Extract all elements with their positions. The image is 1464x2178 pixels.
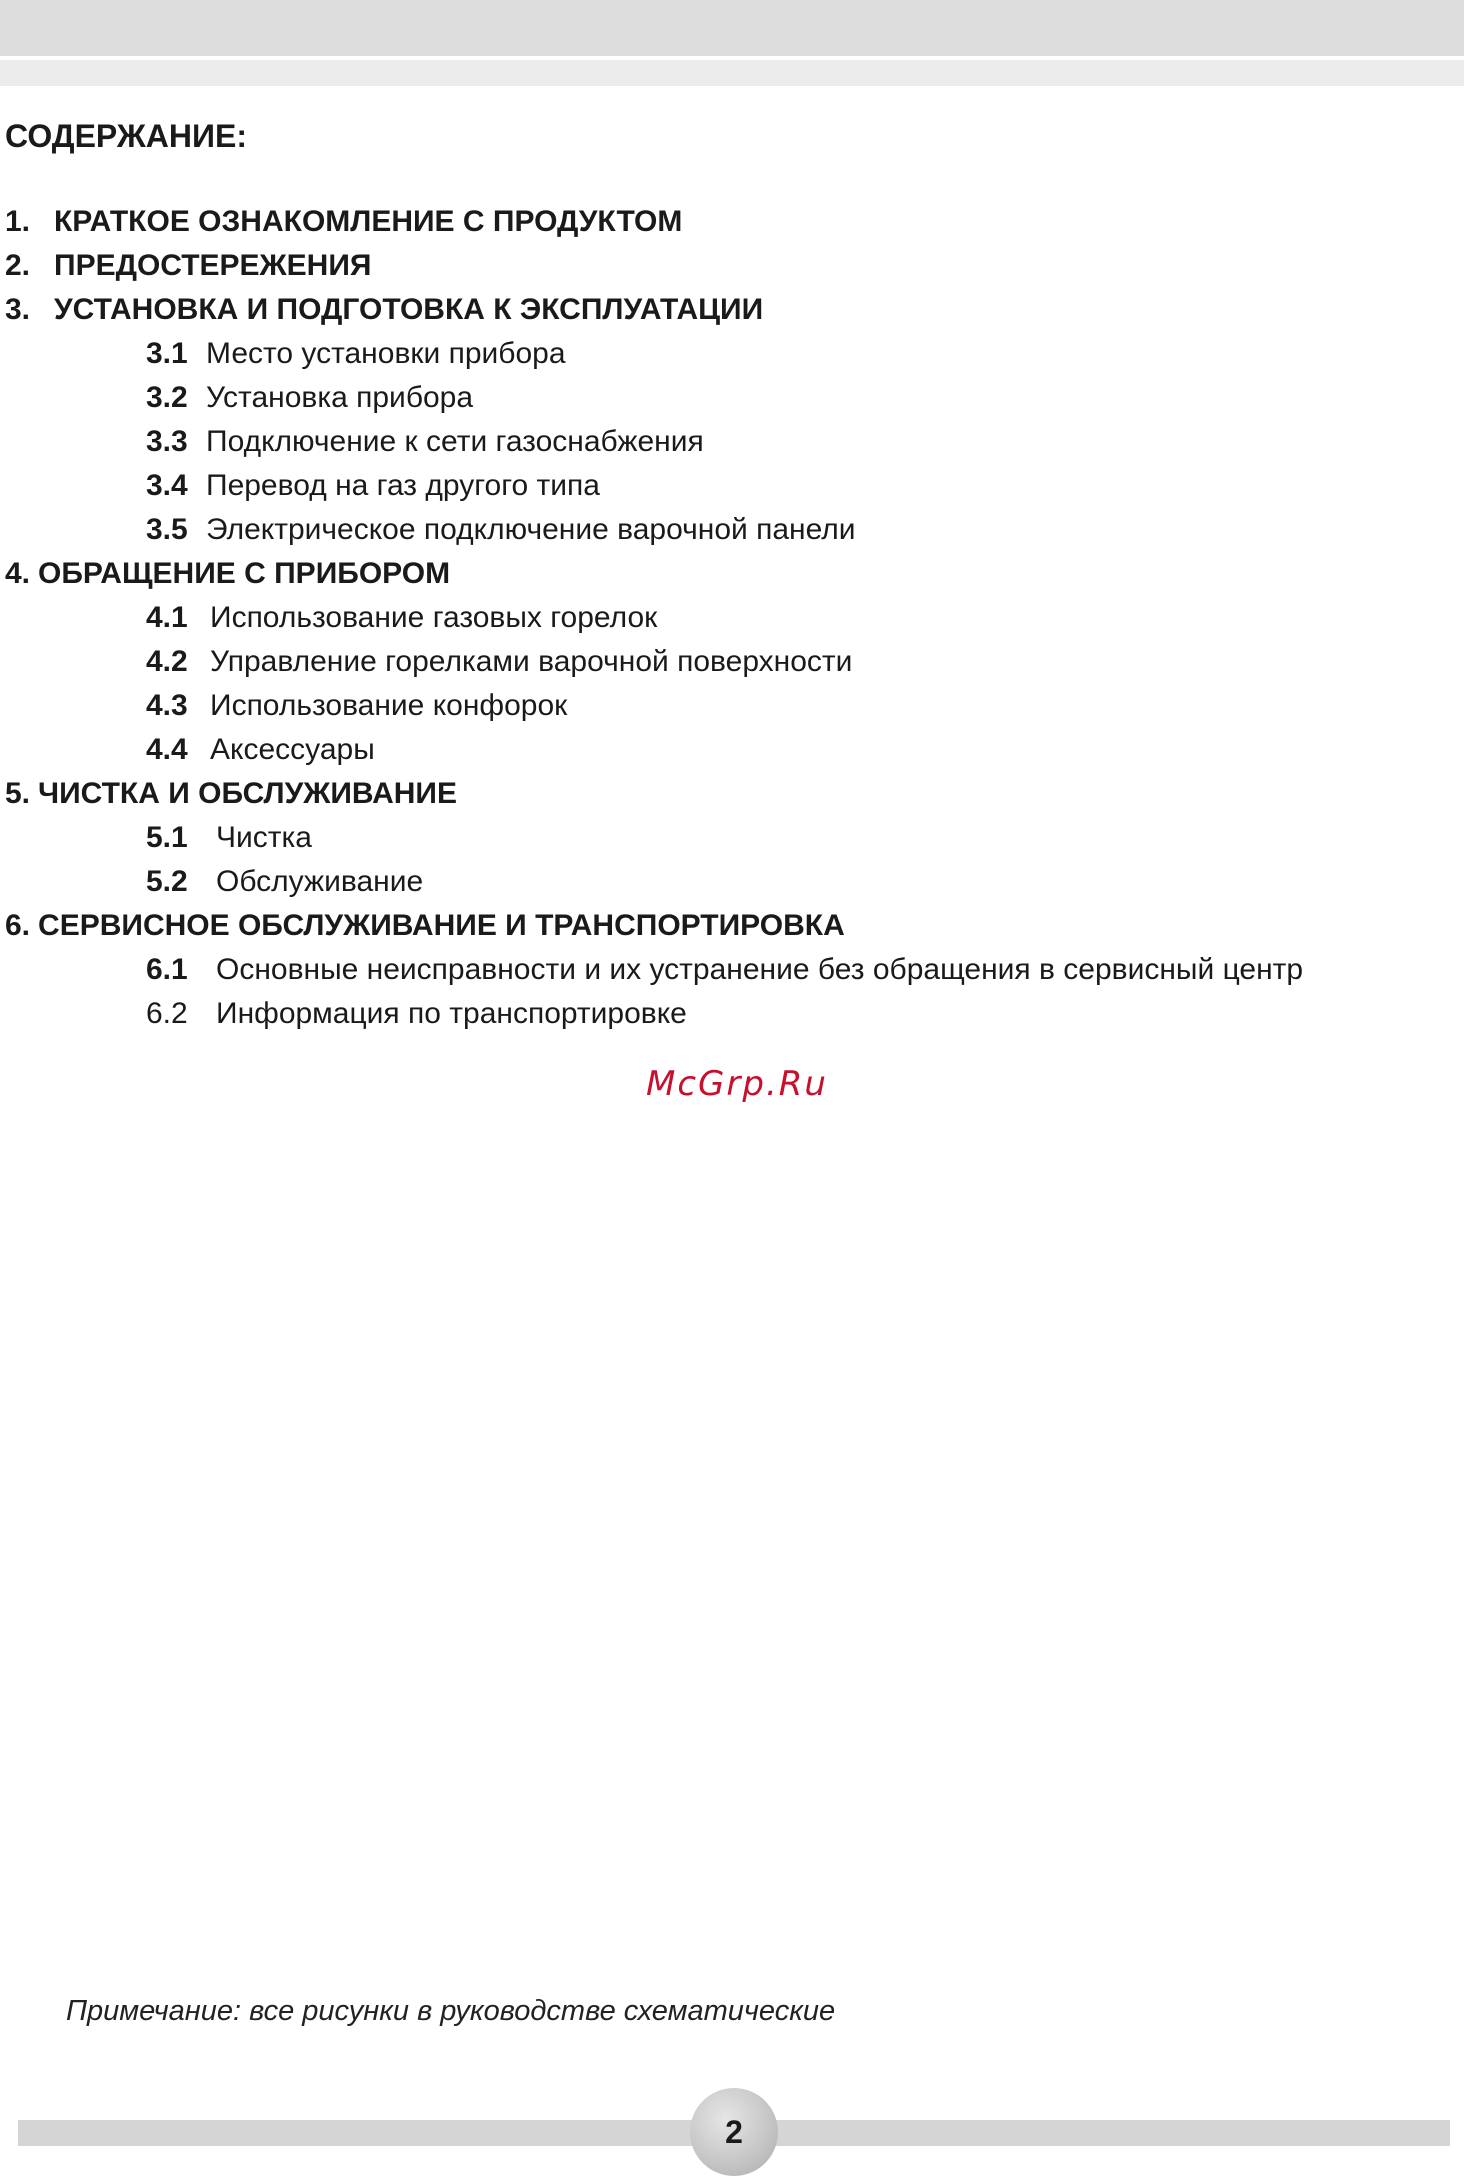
toc-subitem-label: Использование газовых горелок (210, 601, 658, 634)
toc-subitem-6-2[interactable] (5, 992, 1455, 1036)
toc-subitem-label: Основные неисправности и их устранение без обращения в сервисный центр (216, 953, 1304, 986)
toc-subitem-label: Чистка (216, 821, 312, 854)
toc-subitem-number: 5.1 (146, 821, 188, 854)
toc-subitem-number: 4.4 (146, 733, 188, 766)
toc-subitem-number: 3.2 (146, 381, 188, 414)
toc-subitem-label: Подключение к сети газоснабжения (206, 425, 704, 458)
toc-subitem-5-2[interactable] (5, 860, 1455, 904)
toc-section-label: СЕРВИСНОЕ ОБСЛУЖИВАНИЕ И ТРАНСПОРТИРОВКА (38, 909, 845, 942)
toc-section-label: КРАТКОЕ ОЗНАКОМЛЕНИЕ С ПРОДУКТОМ (54, 205, 683, 238)
toc-subitem-label: Установка прибора (206, 381, 474, 414)
toc-subitem-label: Перевод на газ другого типа (206, 469, 600, 502)
toc-subitem-4-3[interactable] (5, 684, 1455, 728)
document-body (5, 114, 1455, 1036)
toc-section-number: 3. (5, 293, 31, 326)
toc-subitem-4-4[interactable] (5, 728, 1455, 772)
toc-subitem-label: Использование конфорок (210, 689, 568, 722)
toc-subitem-3-1[interactable] (5, 332, 1455, 376)
toc-section-label: ПРЕДОСТЕРЕЖЕНИЯ (54, 249, 372, 282)
page-title: СОДЕРЖАНИЕ: (5, 118, 247, 154)
toc-subitem-label: Аксессуары (210, 733, 375, 766)
toc-subitem-number: 3.3 (146, 425, 188, 458)
toc-subitem-4-1[interactable] (5, 596, 1455, 640)
toc-subitem-number: 3.5 (146, 513, 188, 546)
toc-subitem-label: Место установки прибора (206, 337, 566, 370)
toc-subitem-number: 4.2 (146, 645, 188, 678)
toc-subitem-number: 4.3 (146, 689, 188, 722)
toc-subitem-number: 6.2 (146, 997, 188, 1030)
toc-subitem-number: 3.1 (146, 337, 188, 370)
toc-subitem-5-1[interactable] (5, 816, 1455, 860)
page-number: 2 (725, 2113, 743, 2150)
toc-section-number: 2. (5, 249, 31, 282)
toc-section-3[interactable] (5, 288, 1455, 332)
toc-subitem-3-5[interactable] (5, 508, 1455, 552)
toc-subitem-number: 4.1 (146, 601, 188, 634)
toc-section-number: 5. (5, 777, 31, 810)
toc-subitem-3-2[interactable] (5, 376, 1455, 420)
toc-subitem-4-2[interactable] (5, 640, 1455, 684)
toc-subitem-number: 5.2 (146, 865, 188, 898)
toc-subitem-label: Электрическое подключение варочной панели (206, 513, 856, 546)
toc-section-1[interactable] (5, 200, 1455, 244)
toc-subitem-label: Информация по транспортировке (216, 997, 687, 1030)
page-number-badge (690, 2088, 778, 2176)
watermark: McGrp.Ru (646, 1064, 828, 1104)
toc-section-4[interactable] (5, 552, 1455, 596)
toc-section-label: ЧИСТКА И ОБСЛУЖИВАНИЕ (38, 777, 458, 810)
toc-subitem-number: 3.4 (146, 469, 188, 502)
header-band (0, 0, 1464, 56)
toc-section-label: УСТАНОВКА И ПОДГОТОВКА К ЭКСПЛУАТАЦИИ (54, 293, 764, 326)
toc-section-6[interactable] (5, 904, 1455, 948)
toc-subitem-6-1[interactable] (5, 948, 1455, 992)
toc-subitem-label: Обслуживание (216, 865, 424, 898)
footnote: Примечание: все рисунки в руководстве схематические (66, 1995, 836, 2027)
toc-subitem-3-3[interactable] (5, 420, 1455, 464)
toc-section-2[interactable] (5, 244, 1455, 288)
toc-subitem-number: 6.1 (146, 953, 188, 986)
toc-section-label: ОБРАЩЕНИЕ С ПРИБОРОМ (38, 557, 451, 590)
toc-section-5[interactable] (5, 772, 1455, 816)
toc-section-number: 1. (5, 205, 31, 238)
toc-subitem-3-4[interactable] (5, 464, 1455, 508)
toc-subitem-label: Управление горелками варочной поверхности (210, 645, 853, 678)
toc-section-number: 4. (5, 557, 31, 590)
toc-section-number: 6. (5, 909, 31, 942)
header-stripe (0, 60, 1464, 86)
table-of-contents (5, 200, 1455, 1036)
